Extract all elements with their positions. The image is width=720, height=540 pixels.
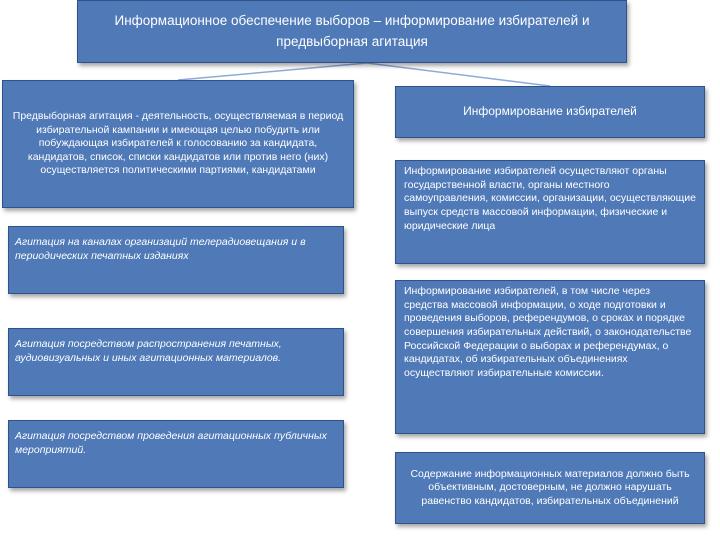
agitation-box-media [8, 226, 344, 294]
agitation-item-label: Агитация посредством распространения печатных, аудиовизуальных и иных агитационных материалов. [15, 338, 282, 365]
agitation-item-label: Агитация на каналах организаций телерадиовещания и в периодических печатных изданиях [15, 236, 306, 263]
informing-item-label: Содержание информационных материалов должно быть объективным, достоверным, не должно нарушать равенство кандидатов, избирательных объединений [410, 467, 690, 507]
connector-left [178, 63, 367, 80]
informing-item-label: Информирование избирателей, в том числе через средства массовой информации, о ходе подготовки и проведения выборов, референдумов, о сроках и порядке совершения избирательных действий, о законодательстве Российской Федерации о выборах и референдумах, о кандидатах, об избирательных объединениях осуществляют избирательные комиссии. [404, 285, 692, 379]
informing-header-box [395, 86, 705, 138]
informing-box-commissions [395, 280, 705, 434]
informing-header: Информирование избирателей [463, 104, 637, 119]
agitation-box-materials [8, 328, 344, 396]
informing-box-subjects [395, 160, 705, 264]
title-box [77, 0, 627, 63]
connector-right [367, 63, 550, 86]
agitation-item-label: Агитация посредством проведения агитационных публичных мероприятий. [15, 430, 327, 457]
agitation-definition: Предвыборная агитация - деятельность, осуществляемая в период избирательной кампании и имеющая целью побудить или побуждающая избирателей к голосованию за кандидата, кандидатов, список, списки кандидатов или против него (них) осуществляется политическими партиями, кандидатами [12, 109, 344, 177]
informing-item-label: Информирование избирателей осуществляют органы государственной власти, органы местного самоуправления, комиссии, организации, осуществляющие выпуск средств массовой информации, физические и юридические лица [404, 165, 696, 232]
informing-box-content [395, 452, 705, 524]
page-title: Информационное обеспечение выборов – информирование избирателей и предвыборная агитация [114, 12, 590, 49]
agitation-box-events [8, 420, 344, 488]
definition-box [2, 80, 354, 208]
